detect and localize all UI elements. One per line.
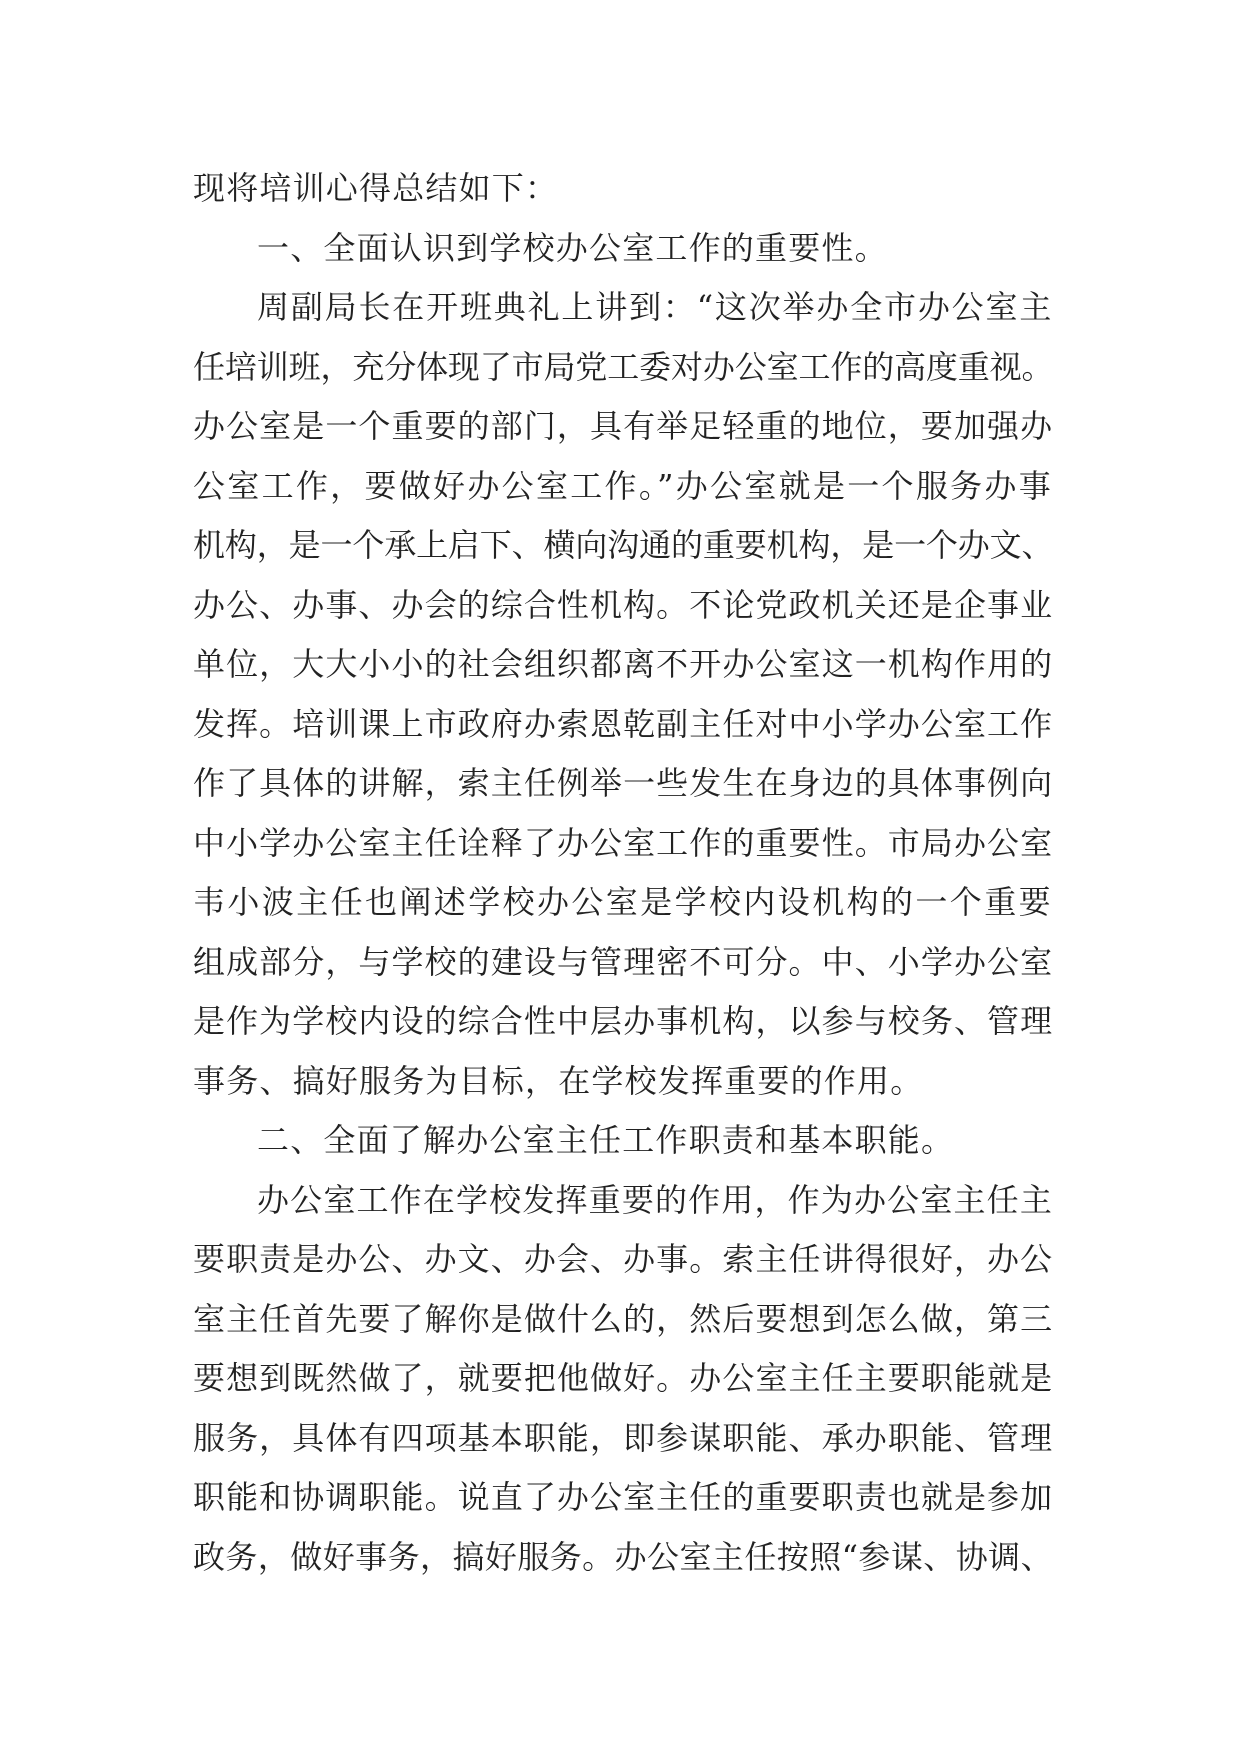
text-line: 作了具体的讲解，索主任例举一些发生在身边的具体事例向 xyxy=(193,764,1054,802)
text-line: 二、全面了解办公室主任工作职责和基本职能。 xyxy=(257,1121,955,1159)
text-line: 周副局长在开班典礼上讲到：“这次举办全市办公室主 xyxy=(257,288,1054,326)
text-line: 室主任首先要了解你是做什么的，然后要想到怎么做，第三 xyxy=(193,1299,1054,1338)
text-line: 中小学办公室主任诠释了办公室工作的重要性。市局办公室 xyxy=(193,823,1054,862)
text-line: 发挥。培训课上市政府办索恩乾副主任对中小学办公室工作 xyxy=(193,704,1054,743)
text-line: 组成部分，与学校的建设与管理密不可分。中、小学办公室 xyxy=(193,942,1054,981)
text-line: 要想到既然做了，就要把他做好。办公室主任主要职能就是 xyxy=(193,1359,1054,1397)
document-body xyxy=(193,159,1053,1587)
text-line: 单位，大大小小的社会组织都离不开办公室这一机构作用的 xyxy=(193,645,1054,683)
text-line: 现将培训心得总结如下： xyxy=(193,169,559,207)
text-line: 服务，具体有四项基本职能，即参谋职能、承办职能、管理 xyxy=(193,1418,1054,1457)
text-line: 办公室是一个重要的部门，具有举足轻重的地位，要加强办 xyxy=(193,407,1054,445)
text-line: 机构，是一个承上启下、横向沟通的重要机构，是一个办文、 xyxy=(193,526,1054,564)
text-line: 公室工作，要做好办公室工作。”办公室就是一个服务办事 xyxy=(193,466,1053,505)
text-line: 办公室工作在学校发挥重要的作用，作为办公室主任主 xyxy=(257,1180,1053,1219)
text-line: 办公、办事、办会的综合性机构。不论党政机关还是企事业 xyxy=(193,585,1054,624)
text-line: 职能和协调职能。说直了办公室主任的重要职责也就是参加 xyxy=(193,1478,1054,1516)
text-line: 任培训班，充分体现了市局党工委对办公室工作的高度重视。 xyxy=(193,347,1054,386)
text-line: 事务、搞好服务为目标，在学校发挥重要的作用。 xyxy=(193,1061,924,1100)
text-line: 政务，做好事务，搞好服务。办公室主任按照“参谋、协调、 xyxy=(193,1537,1053,1576)
text-line: 要职责是办公、办文、办会、办事。索主任讲得很好，办公 xyxy=(193,1240,1054,1278)
text-line: 是作为学校内设的综合性中层办事机构，以参与校务、管理 xyxy=(193,1002,1054,1040)
text-line: 韦小波主任也阐述学校办公室是学校内设机构的一个重要 xyxy=(193,883,1054,921)
text-line: 一、全面认识到学校办公室工作的重要性。 xyxy=(257,228,888,267)
